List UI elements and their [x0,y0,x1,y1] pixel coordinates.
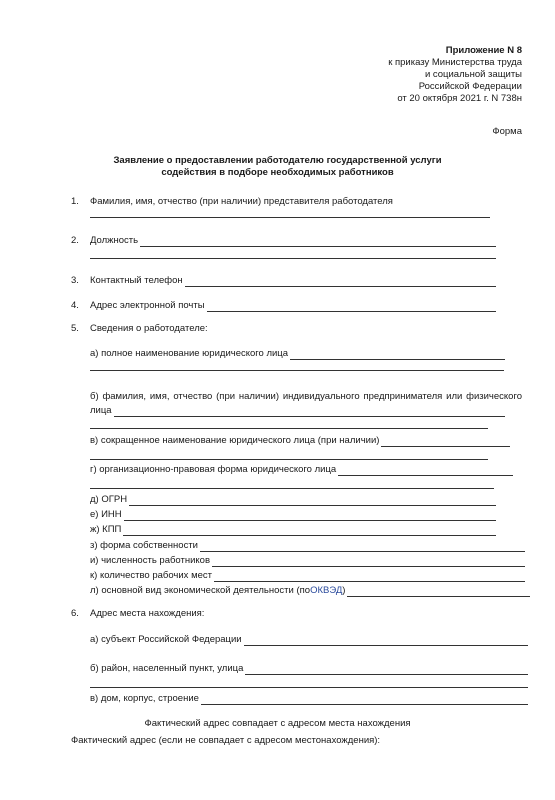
short-name-label: в) сокращенное наименование юридического лица (при наличии) [90,435,380,446]
item-number-6: 6. [71,608,79,619]
phone-field[interactable] [185,277,496,287]
locality-field[interactable] [245,665,528,675]
form-label: Форма [492,126,522,137]
legal-form-field[interactable] [338,466,513,476]
inn-field[interactable] [124,511,496,521]
representative-name-field[interactable] [90,217,490,218]
job-count-field[interactable] [214,572,525,582]
item-number-5: 5. [71,323,79,334]
region-label: а) субъект Российской Федерации [90,634,242,645]
locality-row [90,663,528,675]
employee-count-field[interactable] [212,557,525,567]
short-name-field[interactable] [381,437,510,447]
email-row [71,300,496,312]
full-legal-name-line-2[interactable] [90,370,504,371]
position-label: Должность [90,235,139,246]
full-legal-name-label: а) полное наименование юридического лица [90,348,289,359]
short-name-line-2[interactable] [90,459,488,460]
building-label: в) дом, корпус, строение [90,693,199,704]
kpp-label: ж) КПП [90,524,122,535]
locality-line-2[interactable] [90,687,528,688]
document-title [0,155,555,179]
email-field[interactable] [207,302,496,312]
activity-label-close: ) [342,585,346,596]
full-legal-name-field[interactable] [290,350,505,360]
ogrn-label: д) ОГРН [90,494,128,505]
appendix-header [388,45,522,104]
kpp-row [90,524,496,536]
ownership-row [90,540,525,552]
building-field[interactable] [201,695,528,705]
ownership-form-label: з) форма собственности [90,540,198,551]
entrepreneur-name-field[interactable] [114,407,505,417]
ownership-form-field[interactable] [200,542,525,552]
order-line-4: от 20 октября 2021 г. N 738н [397,92,522,104]
item-number-1: 1. [71,196,79,207]
phone-row [71,275,496,287]
jobs-row [90,570,525,582]
legal-form-label: г) организационно-правовая форма юридического лица [90,464,337,475]
order-line-2: и социальной защиты [424,68,522,80]
job-count-label: к) количество рабочих мест [90,570,212,581]
item-number-2: 2. [71,235,79,246]
position-row [71,235,496,247]
title-line-2: содействия в подборе необходимых работников [161,166,394,178]
entrepreneur-name-label: б) фамилия, имя, отчество (при наличии) индивидуального предпринимателя или физического [90,391,522,402]
ogrn-field[interactable] [129,496,496,506]
item-number-3: 3. [71,275,79,286]
order-line-1: к приказу Министерства труда [388,56,522,68]
entrepreneur-name-line-2[interactable] [90,428,488,429]
position-field-line-2[interactable] [90,258,496,259]
ogrn-row [90,494,496,506]
phone-label: Контактный телефон [90,275,183,286]
employees-row [90,555,525,567]
locality-label: б) район, населенный пункт, улица [90,663,244,674]
region-field[interactable] [244,636,528,646]
inn-label: е) ИНН [90,509,122,520]
entrepreneur-name-label-2: лица [90,405,112,416]
full-name-row [90,348,505,360]
position-field[interactable] [140,237,496,247]
activity-field[interactable] [347,587,530,597]
legal-form-row [90,464,513,476]
actual-address-label: Фактический адрес (если не совпадает с адресом местонахождения): [71,735,381,746]
address-label: Адрес места нахождения: [90,608,205,619]
inn-row [90,509,496,521]
kpp-field[interactable] [123,526,496,536]
representative-name-label: Фамилия, имя, отчество (при наличии) представителя работодателя [90,196,393,207]
region-row [90,634,528,646]
address-match-note: Фактический адрес совпадает с адресом места нахождения [144,718,411,729]
email-label: Адрес электронной почты [90,300,205,311]
building-row [90,693,528,705]
appendix-number: Приложение N 8 [445,45,522,56]
employee-count-label: и) численность работников [90,555,210,566]
title-line-1: Заявление о предоставлении работодателю государственной услуги [113,155,442,166]
okved-link[interactable]: ОКВЭД [310,585,343,596]
legal-form-line-2[interactable] [90,488,494,489]
employer-info-label: Сведения о работодателе: [90,323,208,334]
order-line-3: Российской Федерации [418,80,522,92]
activity-row [90,585,530,597]
short-name-row [90,435,510,447]
item-number-4: 4. [71,300,79,311]
activity-label: л) основной вид экономической деятельности (по [90,585,311,596]
entrepreneur-row [90,405,505,417]
